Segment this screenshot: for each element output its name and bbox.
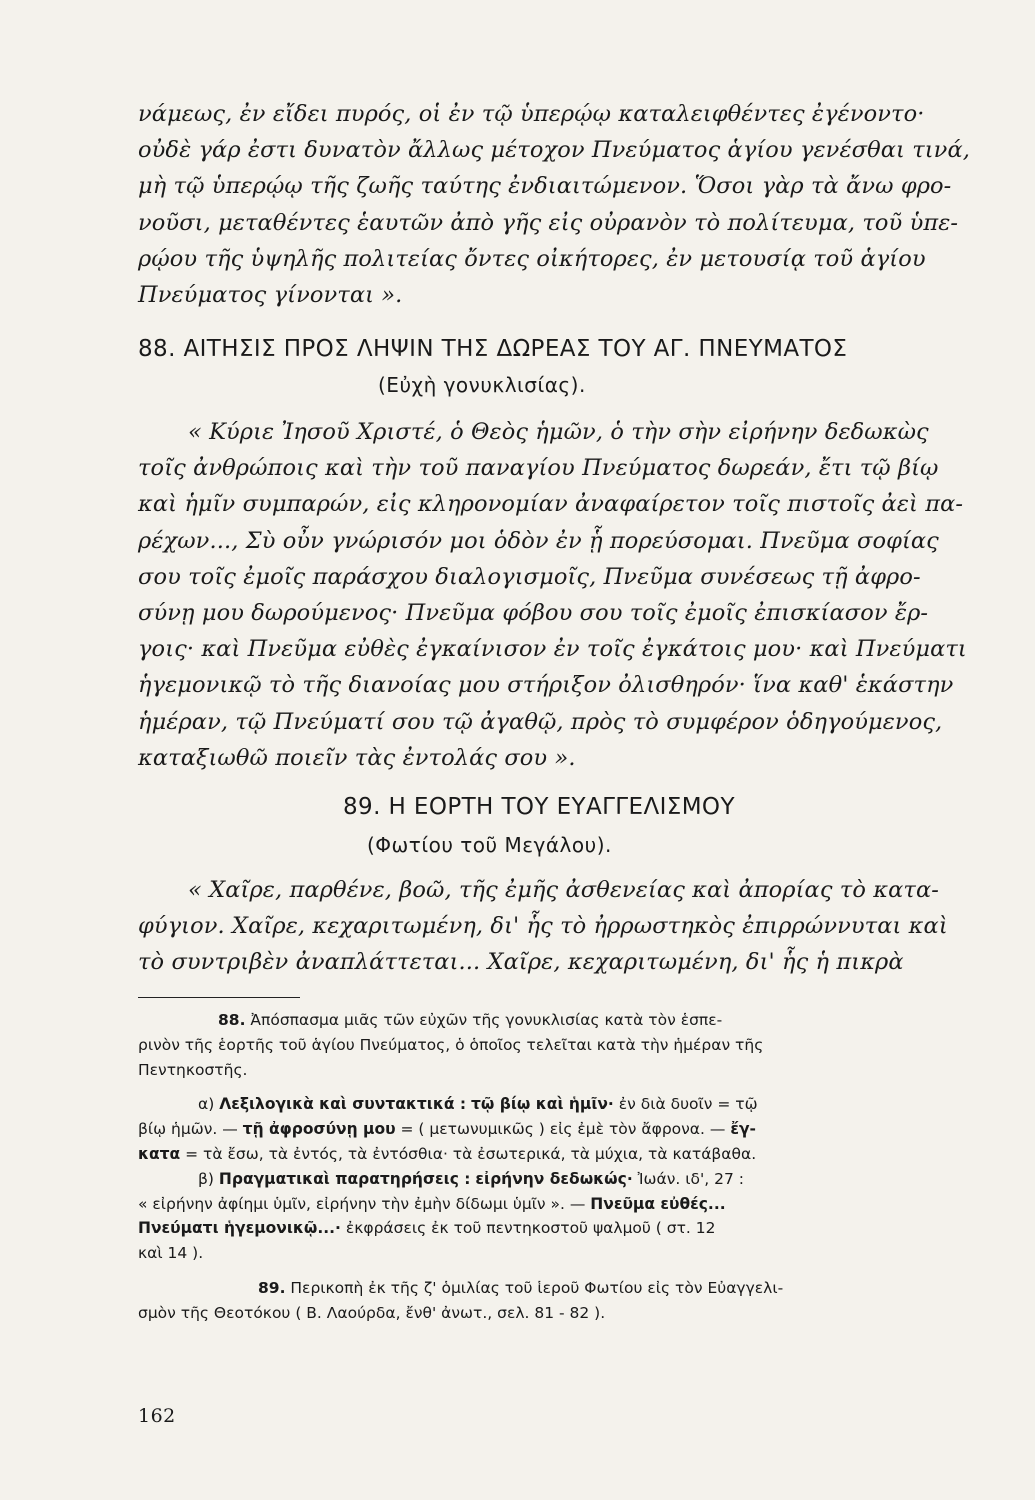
note-text: ἐν διὰ δυοῖν = τῷ — [618, 1095, 758, 1114]
footnote-line: σμὸν τῆς Θεοτόκου ( Β. Λαούρδα, ἔνθ' ἀνωτ., σελ. 81 - 82 ). — [138, 1303, 606, 1322]
note-text: « εἰρήνην ἀφίημι ὑμῖν, εἰρήνην τὴν ἐμὴν δίδωμι ὑμῖν ». — — [138, 1194, 586, 1213]
section-89-heading: 89. Η ΕΟΡΤΗ ΤΟΥ ΕΥΑΓΓΕΛΙΣΜΟΥ — [343, 794, 735, 820]
note-term: Πνεῦμα εὐθές... — [590, 1194, 726, 1213]
page-number: 162 — [138, 1405, 176, 1427]
text-line: σύνῃ μου δωρούμενος· Πνεῦμα φόβου σου τοῖς ἐμοῖς ἐπισκίασον ἔρ- — [138, 600, 929, 627]
text-line: « Κύριε Ἰησοῦ Χριστέ, ὁ Θεὸς ἡμῶν, ὁ τὴν σὴν εἰρήνην δεδωκὼς — [188, 419, 929, 445]
footnote-line — [138, 1117, 976, 1142]
intro-paragraph — [138, 96, 978, 313]
footnote-89 — [138, 1276, 976, 1301]
footnote-a — [138, 1092, 976, 1117]
note-term: εἰρήνην δεδωκώς· — [475, 1169, 633, 1188]
footnote-text: Περικοπὴ ἐκ τῆς ζ' ὁμιλίας τοῦ ἱεροῦ Φωτίου εἰς τὸν Εὐαγγελι- — [290, 1278, 784, 1297]
footnote-label: 89. — [258, 1278, 286, 1297]
text-line: φύγιον. Χαῖρε, κεχαριτωμένη, δι' ἧς τὸ ἠρρωστηκὸς ἐπιρρώννυται καὶ — [138, 913, 948, 940]
text-line: τοῖς ἀνθρώποις καὶ τὴν τοῦ παναγίου Πνεύματος δωρεάν, ἔτι τῷ βίῳ — [138, 455, 939, 482]
note-term: κατα — [138, 1144, 181, 1163]
footnote-line — [138, 1192, 976, 1217]
text-line: γοις· καὶ Πνεῦμα εὐθὲς ἐγκαίνισον ἐν τοῖς ἐγκάτοις μου· καὶ Πνεύματι — [138, 636, 967, 663]
text-line: μὴ τῷ ὑπερῴῳ τῆς ζωῆς ταύτης ἐνδιαιτώμενον. Ὅσοι γὰρ τὰ ἄνω φρο- — [138, 173, 952, 200]
section-88-subtitle: (Εὐχὴ γονυκλισίας). — [378, 373, 586, 397]
section-88-prayer — [138, 414, 978, 776]
footnote-line — [138, 1216, 976, 1241]
note-term: τῷ βίῳ καὶ ἡμῖν· — [471, 1095, 614, 1114]
note-term: Πνεύματι ἡγεμονικῷ...· — [138, 1219, 341, 1238]
text-line: καὶ ἡμῖν συμπαρών, εἰς κληρονομίαν ἀναφαίρετον τοῖς πιστοῖς ἀεὶ πα- — [138, 491, 964, 518]
text-line: νάμεως, ἐν εἴδει πυρός, οἱ ἐν τῷ ὑπερῴῳ καταλειφθέντες ἐγένοντο· — [138, 101, 925, 127]
footnote-line: ρινὸν τῆς ἑορτῆς τοῦ ἁγίου Πνεύματος, ὁ ὁποῖος τελεῖται κατὰ τὴν ἡμέραν τῆς — [138, 1035, 764, 1054]
text-line: οὐδὲ γάρ ἐστι δυνατὸν ἄλλως μέτοχον Πνεύματος ἁγίου γενέσθαι τινά, — [138, 137, 971, 164]
note-text: = τὰ ἔσω, τὰ ἐντός, τὰ ἐντόσθια· τὰ ἐσωτερικά, τὰ μύχια, τὰ κατάβαθα. — [185, 1144, 757, 1163]
footnote-line: καὶ 14 ). — [138, 1244, 204, 1263]
note-term: ἔγ- — [730, 1120, 756, 1139]
footnote-88 — [138, 1008, 976, 1033]
text-line: ρέχων..., Σὺ οὖν γνώρισόν μοι ὁδὸν ἐν ᾗ πορεύσομαι. Πνεῦμα σοφίας — [138, 527, 939, 554]
note-text: ἐκφράσεις ἐκ τοῦ πεντηκοστοῦ ψαλμοῦ ( στ. 12 — [345, 1219, 716, 1238]
note-title: Λεξιλογικὰ καὶ συντακτικά : — [219, 1095, 467, 1114]
note-label: α) — [198, 1095, 215, 1114]
text-line: καταξιωθῶ ποιεῖν τὰς ἐντολάς σου ». — [138, 744, 576, 771]
text-line: « Χαῖρε, παρθένε, βοῶ, τῆς ἐμῆς ἀσθενείας καὶ ἀπορίας τὸ κατα- — [188, 877, 939, 903]
note-text: Ἰωάν. ιδ', 27 : — [637, 1169, 744, 1188]
footnote-b — [138, 1167, 976, 1192]
text-line: σου τοῖς ἐμοῖς παράσχου διαλογισμοῖς, Πνεῦμα συνέσεως τῇ ἀφρο- — [138, 563, 921, 590]
note-term: τῇ ἀφροσύνῃ μου — [242, 1120, 396, 1139]
text-line: ἡμέραν, τῷ Πνεύματί σου τῷ ἀγαθῷ, πρὸς τὸ συμφέρον ὁδηγούμενος, — [138, 708, 943, 735]
note-text: βίῳ ἡμῶν. — — [138, 1120, 238, 1139]
note-title: Πραγματικαὶ παρατηρήσεις : — [218, 1169, 471, 1188]
footnote-divider — [138, 997, 300, 998]
footnote-text: Ἀπόσπασμα μιᾶς τῶν εὐχῶν τῆς γονυκλισίας κατὰ τὸν ἑσπε- — [250, 1011, 723, 1029]
section-88-heading: 88. ΑΙΤΗΣΙΣ ΠΡΟΣ ΛΗΨΙΝ ΤΗΣ ΔΩΡΕΑΣ ΤΟΥ ΑΓ. ΠΝΕΥΜΑΤΟΣ — [138, 336, 848, 362]
text-line: νοῦσι, μεταθέντες ἑαυτῶν ἀπὸ γῆς εἰς οὐρανὸν τὸ πολίτευμα, τοῦ ὑπε- — [138, 209, 959, 236]
section-89-subtitle: (Φωτίου τοῦ Μεγάλου). — [367, 833, 612, 857]
section-89-text — [138, 872, 978, 981]
footnote-line — [138, 1142, 976, 1167]
footnote-line: Πεντηκοστῆς. — [138, 1060, 248, 1079]
text-line: Πνεύματος γίνονται ». — [138, 282, 403, 309]
footnote-label: 88. — [218, 1011, 246, 1029]
text-line: τὸ συντριβὲν ἀναπλάττεται... Χαῖρε, κεχαριτωμένη, δι' ἧς ἡ πικρὰ — [138, 949, 904, 976]
footnotes — [138, 1008, 976, 1326]
text-line: ρῴου τῆς ὑψηλῆς πολιτείας ὄντες οἰκήτορες, ἐν μετουσίᾳ τοῦ ἁγίου — [138, 245, 926, 272]
note-label: β) — [198, 1169, 214, 1188]
text-line: ἡγεμονικῷ τὸ τῆς διανοίας μου στήριξον ὀλισθηρόν· ἵνα καθ' ἑκάστην — [138, 672, 954, 699]
note-text: = ( μετωνυμικῶς ) εἰς ἐμὲ τὸν ἄφρονα. — — [400, 1120, 726, 1139]
